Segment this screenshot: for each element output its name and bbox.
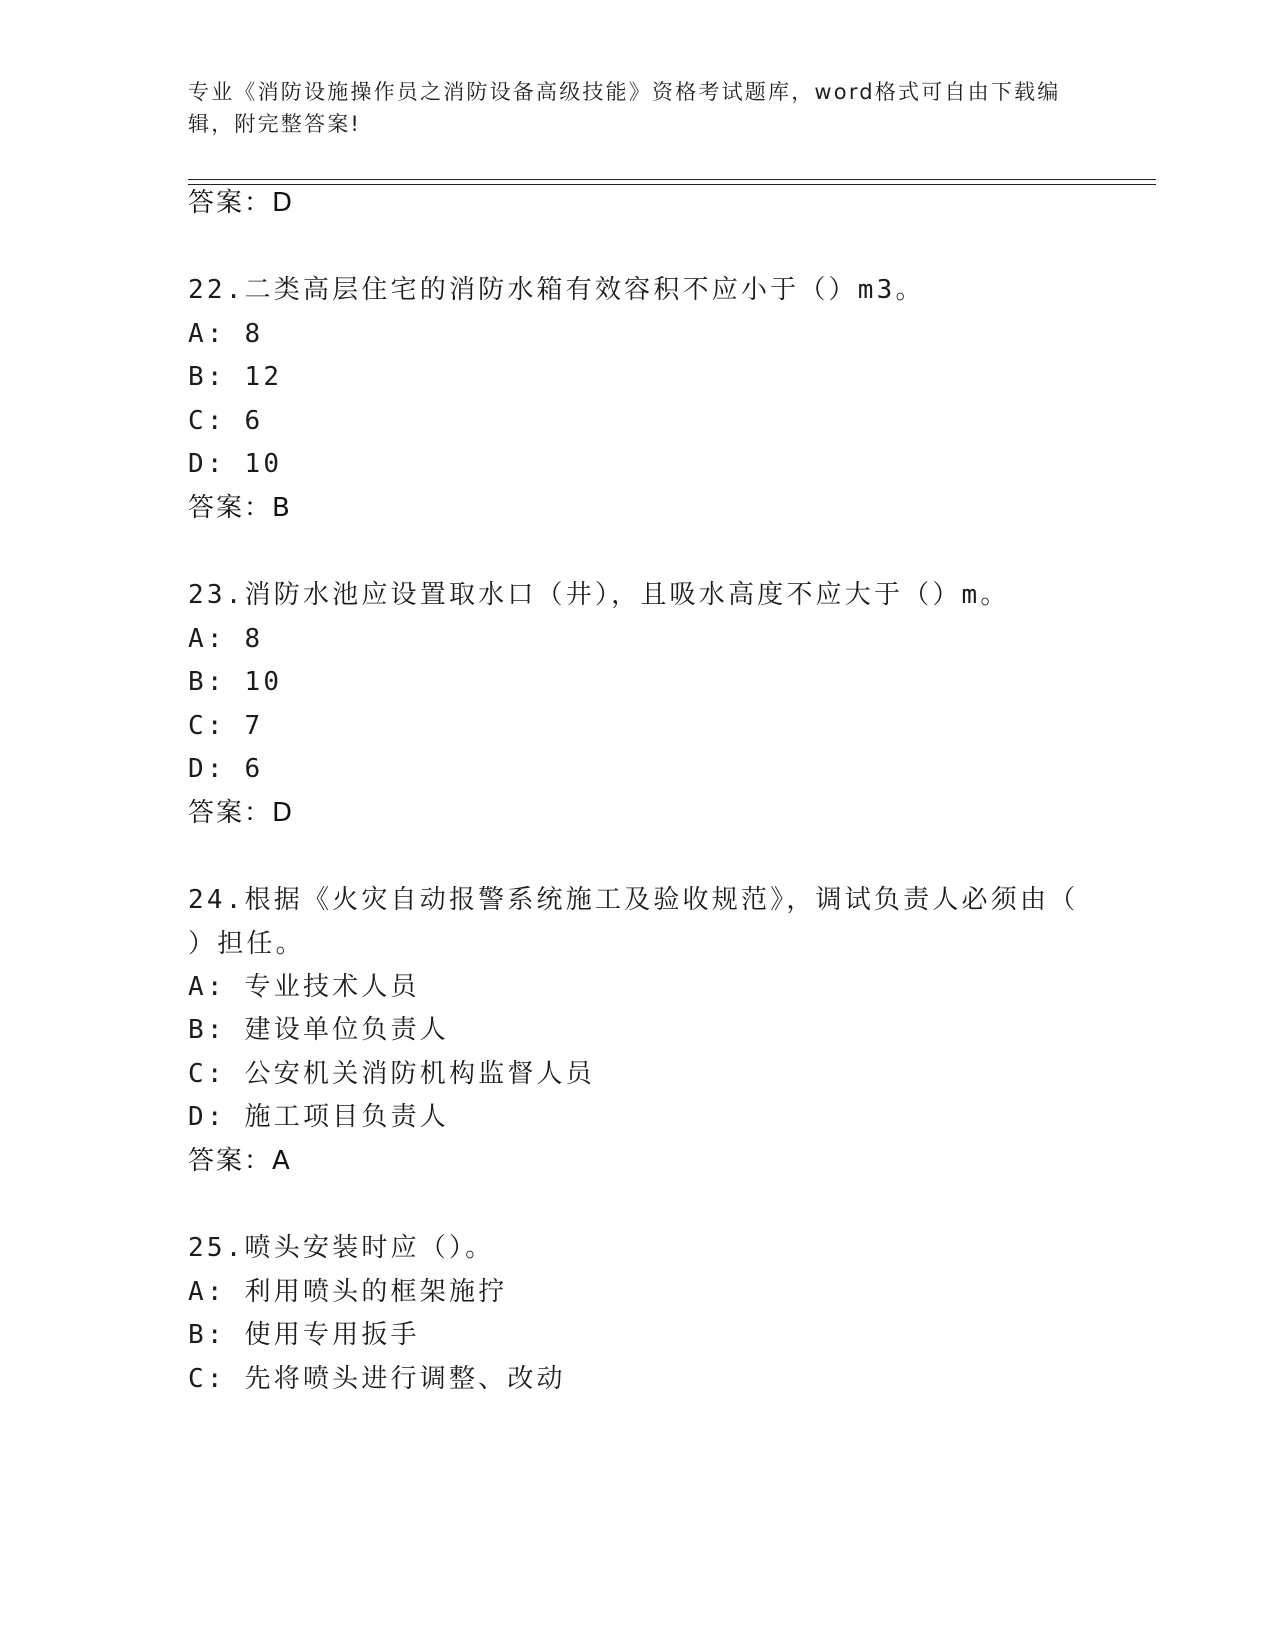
question-stem: 23.消防水池应设置取水口（井），且吸水高度不应大于（）m。 (188, 580, 1010, 610)
option-b: B: 使用专用扳手 (188, 1320, 420, 1350)
option-c: C: 6 (188, 406, 264, 436)
answer-line: 答案：D (188, 188, 295, 218)
question-stem: 24.根据《火灾自动报警系统施工及验收规范》，调试负责人必须由（ (188, 885, 1079, 915)
answer-line: 答案：B (188, 493, 292, 523)
answer-line: 答案：A (188, 1146, 292, 1176)
question-stem-continued: ）担任。 (188, 929, 305, 959)
document-header: 专业《消防设施操作员之消防设备高级技能》资格考试题库，word格式可自由下载编辑，附完整答案! (188, 80, 1061, 136)
option-c: C: 公安机关消防机构监督人员 (188, 1059, 595, 1089)
option-d: D: 10 (188, 449, 283, 479)
option-c: C: 先将喷头进行调整、改动 (188, 1364, 566, 1394)
option-c: C: 7 (188, 711, 264, 741)
option-a: A: 专业技术人员 (188, 972, 420, 1002)
option-b: B: 10 (188, 667, 283, 697)
option-d: D: 施工项目负责人 (188, 1102, 449, 1132)
option-a: A: 8 (188, 624, 264, 654)
header-divider-top (188, 179, 1156, 180)
question-stem: 25.喷头安装时应（）。 (188, 1233, 495, 1263)
option-b: B: 12 (188, 362, 283, 392)
header-divider-bottom (188, 184, 1156, 185)
option-b: B: 建设单位负责人 (188, 1015, 449, 1045)
question-stem: 22.二类高层住宅的消防水箱有效容积不应小于（）m3。 (188, 275, 925, 305)
option-a: A: 利用喷头的框架施拧 (188, 1277, 508, 1307)
option-d: D: 6 (188, 754, 264, 784)
answer-line: 答案：D (188, 798, 295, 828)
option-a: A: 8 (188, 319, 264, 349)
